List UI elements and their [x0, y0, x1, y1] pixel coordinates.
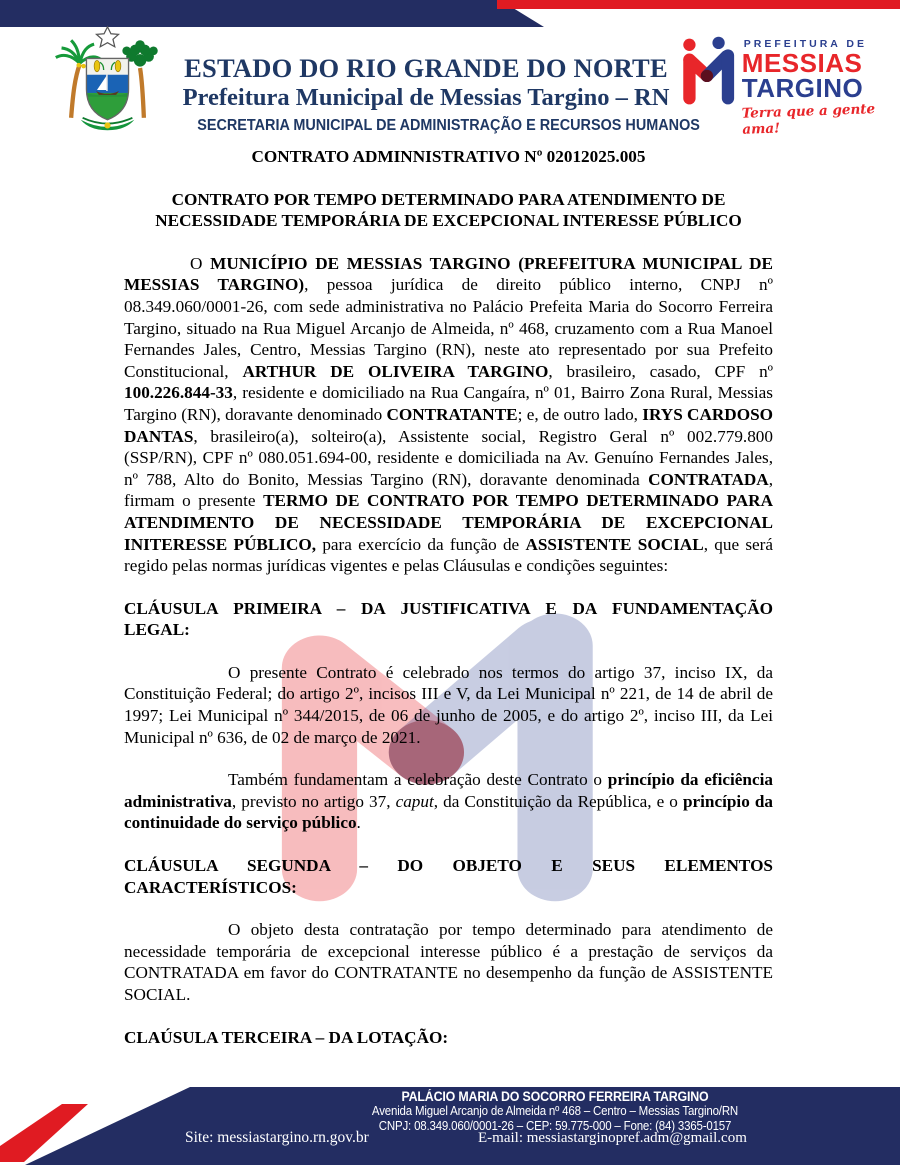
- rn-coat-of-arms-icon: [50, 24, 165, 141]
- footer-email: E-mail: messiastarginopref.adm@gmail.com: [478, 1130, 747, 1146]
- paragraph-legal-basis: O presente Contrato é celebrado nos termos do artigo 37, inciso IX, da Constituição Federal; do artigo 2º, incisos III e V, da Lei Municipal nº 221, de 14 de abril de 1997; Lei Municipal nº 344/2015, de 06 de junho de 2005, e do artigo 2º, inciso III, da Lei Municipal nº 636, de 02 de março de 2021.: [124, 662, 773, 747]
- footer-cnpj-cep-phone: CNPJ: 08.349.060/0001-26 – CEP: 59.775-000 – Fone: (84) 3365-0157: [378, 1118, 732, 1133]
- logo-messias-label: MESSIAS: [741, 48, 863, 78]
- paragraph-object: O objeto desta contratação por tempo determinado para atendimento de necessidade temporária de excepcional interesse público é a prestação de serviços da CONTRATADA em favor do CONTRATANTE no desempenho da função de ASSISTENTE SOCIAL.: [124, 920, 773, 1004]
- clause-3-heading: CLAÚSULA TERCEIRA – DA LOTAÇÃO:: [124, 1027, 449, 1047]
- footer-palace-name: PALÁCIO MARIA DO SOCORRO FERREIRA TARGINO: [401, 1089, 709, 1104]
- state-name: ESTADO DO RIO GRANDE DO NORTE: [184, 53, 668, 83]
- logo-targino-label: TARGINO: [741, 72, 864, 103]
- municipality-name: Prefeitura Municipal de Messias Targino – RN: [182, 83, 670, 111]
- footer-address-block: [210, 1089, 900, 1133]
- contract-body: [124, 146, 773, 1069]
- clause-1-heading: CLÁUSULA PRIMEIRA – DA JUSTIFICATIVA E DA FUNDAMENTAÇÃO LEGAL:: [124, 598, 773, 640]
- footer-street-address: Avenida Miguel Arcanjo de Almeida nº 468 – Centro – Messias Targino/RN: [371, 1104, 739, 1118]
- letterhead: [180, 53, 700, 135]
- contract-subtitle: CONTRATO POR TEMPO DETERMINADO PARA ATENDIMENTO DE NECESSIDADE TEMPORÁRIA DE EXCEPCIONAL INTERESSE PÚBLICO: [155, 189, 742, 231]
- clause-2-heading: CLÁUSULA SEGUNDA – DO OBJETO E SEUS ELEMENTOS CARACTERÍSTICOS:: [124, 856, 773, 897]
- paragraph-principles: Também fundamentam a celebração deste Contrato o princípio da eficiência administrativa, previsto no artigo 37, caput, da Constituição da República, e o princípio da continuidade do serviço público.: [124, 770, 773, 833]
- prefeitura-logo: [681, 34, 900, 138]
- top-red-stripe: [497, 0, 900, 9]
- secretariat-name: SECRETARIA MUNICIPAL DE ADMINISTRAÇÃO E RECURSOS HUMANOS: [197, 116, 700, 134]
- logo-slogan: Terra que a gente ama!: [741, 101, 876, 138]
- logo-prefeitura-de-label: PREFEITURA DE: [743, 38, 867, 50]
- paragraph-parties: O MUNICÍPIO DE MESSIAS TARGINO (PREFEITURA MUNICIPAL DE MESSIAS TARGINO), pessoa jurídica de direito público interno, CNPJ nº 08.349.060/0001-26, com sede administrativa no Palácio Prefeita Maria do Socorro Ferreira Targino, situado na Rua Miguel Arcanjo de Almeida, nº 468, cruzamento com a Rua Manoel Fernandes Jales, Centro, Messias Targino (RN), neste ato representado por sua Prefeito Constitucional, ARTHUR DE OLIVEIRA TARGINO, brasileiro, casado, CPF nº 100.226.844-33, residente e domiciliado na Rua Cangaíra, nº 01, Bairro Zona Rural, Messias Targino (RN), doravante denominado CONTRATANTE; e, de outro lado, IRYS CARDOSO DANTAS, brasileiro(a), solteiro(a), Assistente social, Registro Geral nº 002.779.800 (SSP/RN), CPF nº 080.051.694-00, residente e domiciliada na Av. Genuíno Fernandes Jales, nº 788, Alto do Bonito, Messias Targino (RN), doravante denominada CONTRATADA, firmam o presente TERMO DE CONTRATO POR TEMPO DETERMINADO PARA ATENDIMENTO DE NECESSIDADE TEMPORÁRIA DE EXCEPCIONAL INITERESSE PÚBLICO, para exercício da função de ASSISTENTE SOCIAL, que será regido pelas normas jurídicas vigentes e pelas Cláusulas e condições seguintes:: [124, 253, 774, 576]
- contract-title: CONTRATO ADMINNISTRATIVO Nº 02012025.005: [251, 147, 646, 166]
- footer-site-url: Site: messiastargino.rn.gov.br: [185, 1129, 369, 1146]
- messias-targino-logo-icon: [681, 34, 746, 110]
